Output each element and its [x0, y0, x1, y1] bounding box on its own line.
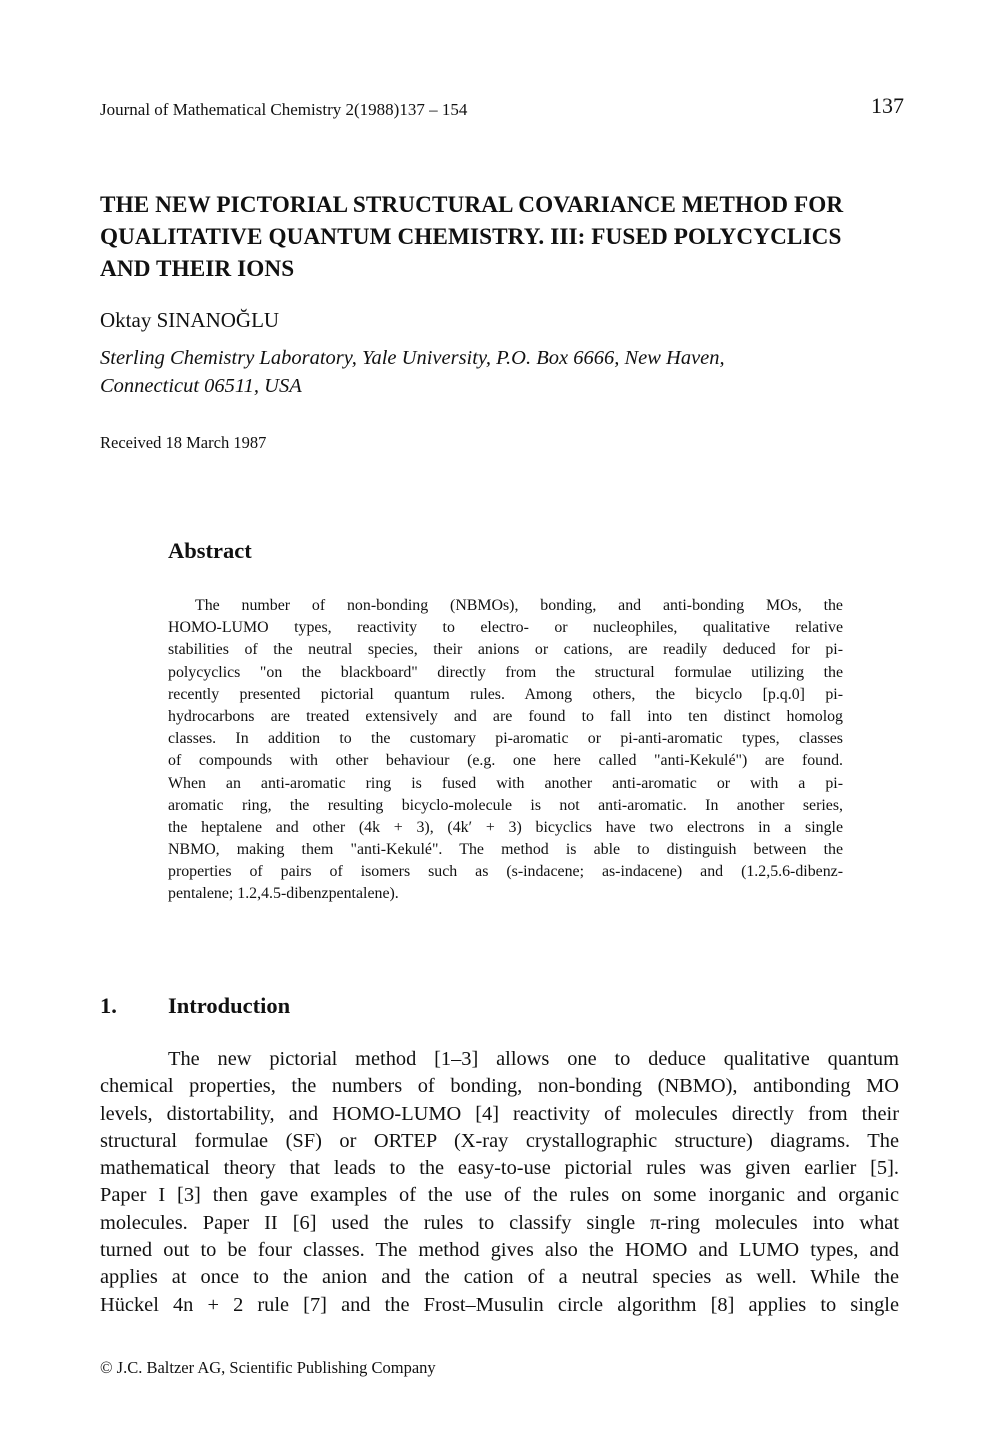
section-heading — [100, 991, 290, 1021]
author-name: Oktay SINANOĞLU — [100, 308, 280, 332]
abstract-line: classes. In addition to the customary pi-aromatic or pi-anti-aromatic types, classes — [168, 730, 843, 748]
affiliation-line: Sterling Chemistry Laboratory, Yale University, P.O. Box 6666, New Haven, — [100, 347, 725, 369]
paper-title — [100, 189, 910, 285]
abstract-line: HOMO-LUMO types, reactivity to electro- or nucleophiles, qualitative relative — [168, 619, 843, 637]
title-line: THE NEW PICTORIAL STRUCTURAL COVARIANCE METHOD FOR — [100, 192, 844, 218]
intro-line: mathematical theory that leads to the easy-to-use pictorial rules was given earlier [5]. — [100, 1157, 899, 1180]
abstract-heading: Abstract — [168, 538, 252, 563]
abstract-body — [168, 595, 843, 906]
author-affiliation — [100, 344, 860, 400]
section-title: Introduction — [168, 993, 291, 1018]
abstract-line: pentalene; 1.2,4.5-dibenzpentalene). — [168, 885, 399, 903]
intro-line: levels, distortability, and HOMO-LUMO [4] reactivity of molecules directly from their — [100, 1102, 899, 1125]
intro-line: turned out to be four classes. The method gives also the HOMO and LUMO types, and — [100, 1239, 899, 1262]
copyright-footer: © J.C. Baltzer AG, Scientific Publishing Company — [100, 1358, 436, 1377]
received-date: Received 18 March 1987 — [100, 433, 267, 452]
abstract-line: properties of pairs of isomers such as (s-indacene; as-indacene) and (1.2,5.6-dibenz- — [168, 863, 843, 881]
journal-citation: Journal of Mathematical Chemistry 2(1988)137 – 154 — [100, 100, 468, 119]
abstract-line: stabilities of the neutral species, their anions or cations, are readily deduced for pi- — [168, 641, 843, 659]
abstract-line: the heptalene and other (4k + 3), (4k′ + 3) bicyclics have two electrons in a single — [168, 818, 843, 836]
intro-line: structural formulae (SF) or ORTEP (X-ray crystallographic structure) diagrams. The — [100, 1129, 899, 1152]
intro-line: Paper I [3] then gave examples of the use of the rules on some inorganic and organic — [100, 1184, 899, 1207]
abstract-line: The number of non-bonding (NBMOs), bonding, and anti-bonding MOs, the — [195, 597, 843, 614]
introduction-body — [100, 1046, 899, 1319]
abstract-line: of compounds with other behaviour (e.g. one here called "anti-Kekulé") are found. — [168, 752, 843, 770]
intro-line: applies at once to the anion and the cation of a neutral species as well. While the — [100, 1266, 899, 1289]
intro-line: chemical properties, the numbers of bonding, non-bonding (NBMO), antibonding MO — [100, 1075, 899, 1098]
intro-line: The new pictorial method [1–3] allows one to deduce qualitative quantum — [168, 1048, 899, 1070]
affiliation-line: Connecticut 06511, USA — [100, 375, 302, 397]
abstract-line: polycyclics "on the blackboard" directly from the structural formulae utilizing the — [168, 663, 843, 681]
title-line: QUALITATIVE QUANTUM CHEMISTRY. III: FUSED POLYCYCLICS — [100, 224, 842, 250]
section-number: 1. — [100, 993, 117, 1018]
abstract-line: NBMO, making them "anti-Kekulé". The method is able to distinguish between the — [168, 841, 843, 859]
abstract-line: hydrocarbons are treated extensively and are found to fall into ten distinct homolog — [168, 707, 843, 725]
abstract-line: recently presented pictorial quantum rules. Among others, the bicyclo [p.q.0] pi- — [168, 685, 843, 703]
intro-line: molecules. Paper II [6] used the rules to classify single π-ring molecules into what — [100, 1211, 899, 1234]
abstract-line: aromatic ring, the resulting bicyclo-molecule is not anti-aromatic. In another series, — [168, 796, 843, 814]
page-number: 137 — [871, 93, 904, 118]
intro-line: Hückel 4n + 2 rule [7] and the Frost–Musulin circle algorithm [8] applies to single — [100, 1293, 899, 1316]
title-line: AND THEIR IONS — [100, 256, 295, 282]
abstract-line: When an anti-aromatic ring is fused with another anti-aromatic or with a pi- — [168, 774, 843, 792]
